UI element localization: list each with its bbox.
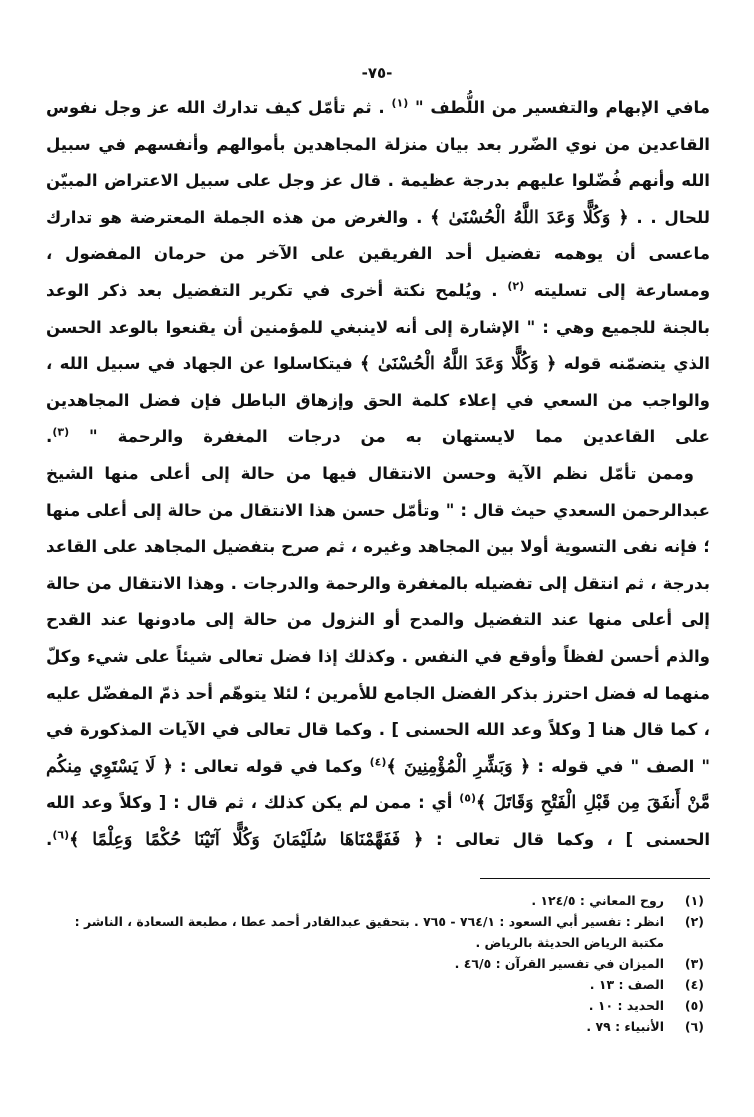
- text-run: . ويُلمح نكتة أخرى في تكرير التفضيل بعد ذكر الوعد بالجنة للجميع وهي : " الإشارة إلى أنه لاينبغي للمؤمنين أن يقنعوا بالوعد الحسن الذي يتضمّنه قوله: [46, 280, 710, 374]
- footnote-item: [46, 890, 710, 911]
- footnote-ref-2: (٢): [507, 279, 525, 293]
- footnote-ref-6: (٦): [52, 828, 70, 842]
- main-text: [46, 90, 710, 858]
- footnote-item: [46, 974, 710, 995]
- footnote-number: (٤): [684, 977, 704, 992]
- footnote-text: الصف : ١٣ .: [589, 977, 664, 992]
- footnote-text: الحديد : ١٠ .: [588, 998, 664, 1013]
- footnote-number: (٣): [684, 956, 704, 971]
- text-run: .: [46, 829, 53, 849]
- text-run: وكما في قوله تعالى :: [180, 756, 363, 776]
- footnote-item: [46, 1016, 710, 1037]
- footnote-ref-5: (٥): [459, 791, 476, 805]
- text-run: . والغرض من هذه الجملة المعترضة هو تدارك ماعسى أن يوهمه تفضيل أحد الفريقين على الآخر من حرمان المفضول ، ومسارعة إلى تسليته: [46, 207, 711, 300]
- quran-verse: ﴿ وَبَشِّرِ الْمُؤْمِنِينَ ﴾: [386, 756, 531, 777]
- footnote-item: [46, 953, 710, 974]
- footnote-ref-4: (٤): [369, 755, 387, 769]
- footnote-ref-1: (١): [391, 96, 409, 110]
- text-run: . ثم تأمّل كيف تدارك الله عز وجل نفوس القاعدين من نوي الضّرر بعد بيان منزلة المجاهدين بأموالهم وأنفسهم في سبيل الله وأنهم فُضّلوا عليهم بدرجة عظيمة . قال عز وجل على سبيل الاعتراض المبيّن للحال . .: [46, 98, 711, 227]
- footnote-separator: [480, 878, 710, 879]
- text-run: وممن تأمّل نظم الآية وحسن الانتقال فيها من حالة إلى أعلى منها الشيخ عبدالرحمن السعدي حيث قال : " وتأمّل حسن هذا الانتقال من حالة إلى أعلى منها ؛ فإنه نفى التسوية أولا بين المجاهد وغيره ، ثم صرح بتفضيل المجاهد على القاعد بدرجة ، ثم انتقل إلى تفضيله بالمغفرة والرحمة والدرجات . وهذا الانتقال من حالة إلى أعلى منها عند التفضيل والمدح أو النزول من حالة إلى مادونها عند القدح والذم أحسن لفظاً وأوقع في النفس . وكذلك إذا فضل تعالى شيئاً على شيء وكلّ منهما له فضل احترز بذكر الفضل الجامع للأمرين ؛ لئلا يتوهّم أحد ذمّ المفضّل عليه ، كما قال هنا [ وكلاً وعد الله الحسنى ] . وكما قال تعالى في الآيات المذكورة في " الصف " في قوله :: [46, 463, 711, 776]
- footnote-text: انظر : تفسير أبي السعود : ٧٦٤/١ - ٧٦٥ . بتحقيق عبدالقادر أحمد عطا ، مطبعة السعادة ، الناشر : مكتبة الرياض الحديثة بالرياض .: [74, 914, 664, 950]
- footnote-number: (١): [684, 893, 704, 908]
- footnote-text: روح المعاني : ١٢٤/٥ .: [531, 893, 664, 908]
- text-run: أي : ممن لم يكن كذلك ، ثم قال : [ وكلاً وعد الله الحسنى ] ، وكما قال تعالى :: [46, 793, 711, 849]
- quran-verse: ﴿ وَكُلًّا وَعَدَ اللَّهُ الْحُسْنَىٰ ﴾: [360, 354, 557, 375]
- footnote-item: [46, 911, 710, 953]
- footnote-ref-3: (٣): [52, 425, 70, 439]
- footnote-number: (٦): [684, 1019, 704, 1034]
- footnote-text: الأنبياء : ٧٩ .: [586, 1019, 664, 1034]
- paragraph-2: [46, 456, 710, 859]
- quran-verse: ﴿ وَكُلًّا وَعَدَ اللَّهُ الْحُسْنَىٰ ﴾: [430, 207, 629, 228]
- footnotes: [46, 890, 710, 1037]
- quran-verse: ﴿ لَا يَسْتَوِي مِنكُم مَّنْ أَنفَقَ مِن قَبْلِ الْفَتْحِ وَقَاتَلَ ﴾: [46, 756, 710, 814]
- page-number: -٧٥-: [361, 64, 393, 82]
- text-run: فيتكاسلوا عن الجهاد في سبيل الله ، والواجب من السعي في إعلاء كلمة الحق وإزهاق الباطل فإن فضل المجاهدين على القاعدين مما لايستهان به من درجات المغفرة والرحمة ": [46, 354, 710, 447]
- text-run: مافي الإبهام والتفسير من اللُّطف ": [415, 98, 711, 117]
- quran-verse: ﴿ فَفَهَّمْنَاهَا سُلَيْمَانَ وَكُلًّا آتَيْنَا حُكْمًا وَعِلْمًا ﴾: [69, 829, 424, 850]
- text-run: .: [46, 427, 53, 447]
- paragraph-1: [46, 90, 710, 456]
- footnote-number: (٢): [684, 914, 704, 929]
- footnote-text: الميزان في تفسير القرآن : ٤٦/٥ .: [454, 956, 664, 971]
- footnote-item: [46, 995, 710, 1016]
- footnote-number: (٥): [684, 998, 704, 1013]
